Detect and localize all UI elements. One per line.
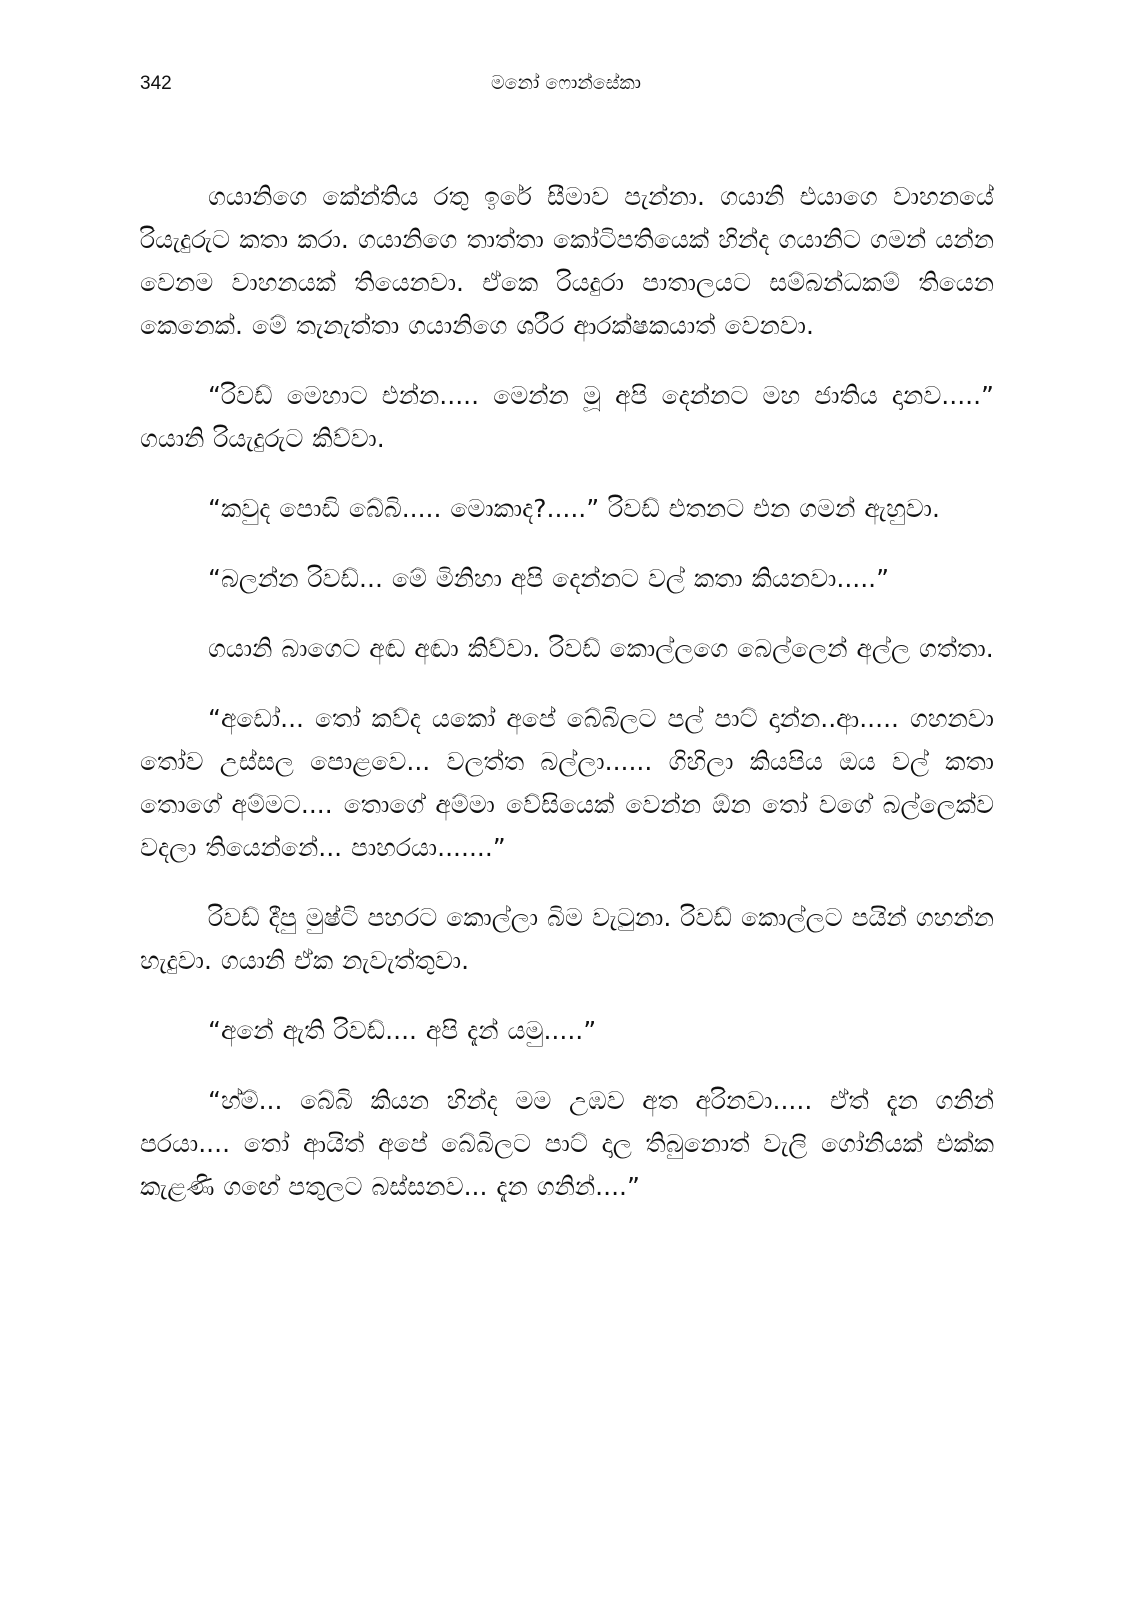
running-title: මනෝ ෆොන්සේකා: [490, 72, 642, 94]
body-text: [140, 175, 994, 1235]
paragraph: “අනේ ඇති රිවඩ්.... අපි දැන් යමු.....”: [208, 1016, 597, 1045]
page-number: 342: [140, 73, 172, 94]
paragraph: ගයානිගෙ කේන්තිය රතු ඉරේ සීමාව පැන්නා. ගයානි එයාගෙ වාහනයේ රියැදුරුට කතා කරා. ගයානිගෙ තාත්තා කෝටිපතියෙක් හින්ද ගයානිට ගමන් යන්න වෙනම වාහනයක් තියෙනවා. ඒකෙ රියදුරා පාතාලයට සම්බන්ධකම් තියෙන කෙනෙක්. මේ තැනැත්තා ගයානිගෙ ශරීර ආරක්ෂකයාත් වෙනවා.: [140, 182, 994, 340]
paragraph: “හ්ම්... බේබි කියන හින්ද මම උඹව අත අරිනවා..... ඒත් දැන ගනින් පරයා.... තෝ ආයිත් අපේ බේබිලට පාට් දාල තිබුනොත් වැලි ගෝනියක් එක්ක කැළණි ගඟේ පතුලට බස්සනව... දැන ගනින්....”: [140, 1086, 994, 1201]
paragraph: “බලන්න රිවඩ්... මේ මිනිහා අපි දෙන්නට වල් කතා කියනවා.....”: [208, 564, 890, 593]
paragraph: “අඩෝ... තෝ කව්ද යකෝ අපේ බේබිලට පල් පාට් දාන්න..ආ..... ගහනවා තෝව උස්සල පොළවෙ... වලත්ත බල්ලා...... ගිහිලා කියපිය ඔය වල් කතා තොගේ අම්මට.... තොගේ අම්මා වේසියෙක් වෙන්න ඕන තෝ වගේ බල්ලෙක්ව වදලා තියෙන්නේ... පාහරයා.......”: [140, 704, 994, 862]
paragraph: රිවඩ් දීපු මුෂ්ටි පහරට කොල්ලා බිම වැටුනා. රිවඩ් කොල්ලට පයින් ගහන්න හැදුවා. ගයානි ඒක නැවැත්තුවා.: [140, 903, 994, 975]
paragraph: “රිවඩ් මෙහාට එන්න..... මෙන්න මූ අපි දෙන්නට මහ ජාතිය දානව.....” ගයානි රියැදුරුට කිව්වා.: [140, 381, 994, 453]
paragraph: ගයානි බාගෙට අඬ අඬා කිව්වා. රිවඩ් කොල්ලගෙ බෙල්ලෙන් අල්ල ගත්තා.: [208, 634, 994, 663]
paragraph: “කවුද පොඩි බේබි..... මොකාද?.....” රිවඩ් එතනට එන ගමන් ඇහුවා.: [208, 494, 940, 523]
